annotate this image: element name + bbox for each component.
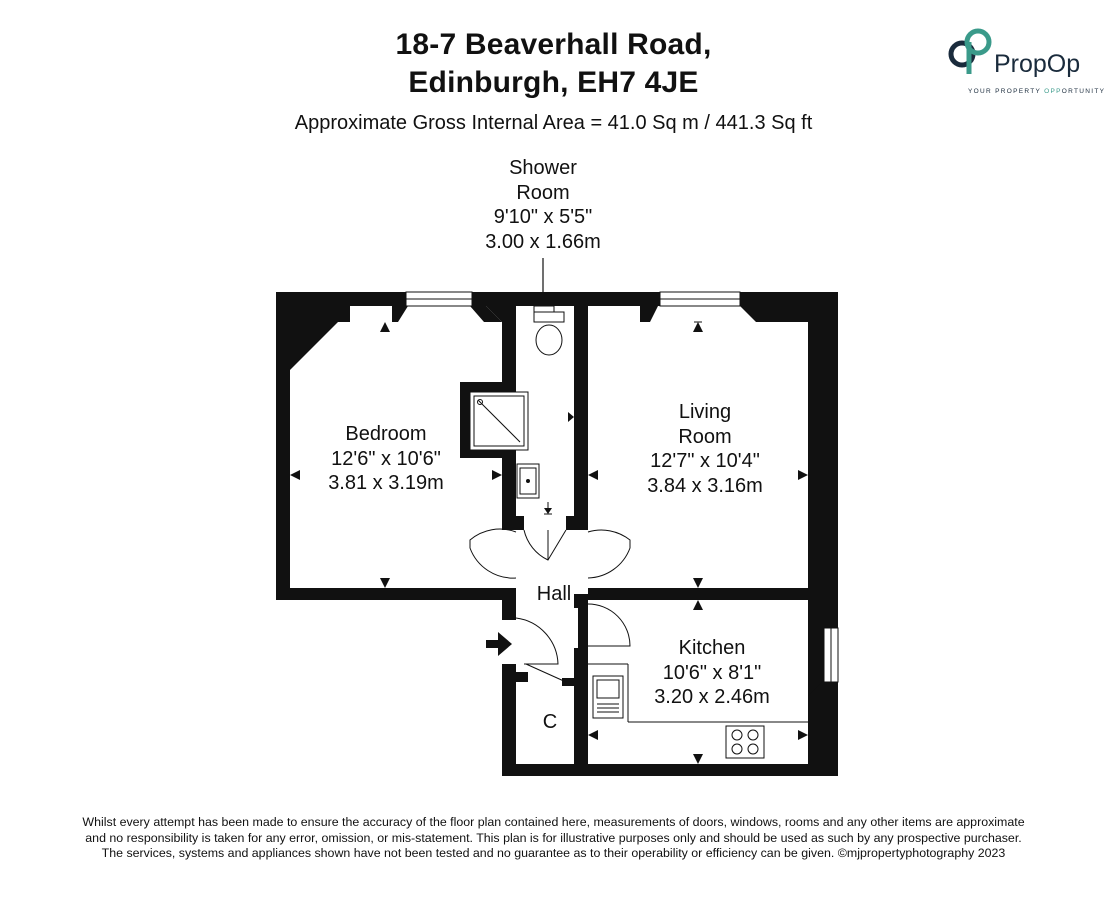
bedroom-imperial: 12'6" x 10'6" [331,447,441,470]
bedroom-name: Bedroom [345,423,427,445]
hob-icon [726,726,764,758]
kitchen-name: Kitchen [678,637,746,659]
shower-room-label [443,156,643,254]
disclaimer-line-2: and no responsibility is taken for any error, omission, or mis-statement. This plan is for illustrative purposes only and should be used as such by any prospective purchaser. [85,830,1022,845]
washbasin-icon [517,464,539,498]
bedroom-window-reveal-left [392,306,408,322]
living-kitchen-wall [588,588,808,600]
cupboard-kitchen-wall [574,648,588,764]
entrance-door [516,618,558,664]
shower-room-name-1: Shower [509,157,577,179]
address-line-1: 18-7 Beaverhall Road, [395,28,712,61]
disclaimer-line-1: Whilst every attempt has been made to ensure the accuracy of the floor plan contained here, measurements of doors, windows, rooms and any other items are approximate [82,815,1025,829]
kitchen-window [824,628,838,682]
living-window-reveal-left [640,306,658,322]
living-room-name-1: Living [678,401,732,423]
cupboard-door [526,664,566,682]
kitchen-metric: 3.20 x 2.46m [654,686,770,708]
living-room-imperial: 12'7" x 10'4" [650,450,760,472]
address-line-2: Edinburgh, EH7 4JE [408,66,699,99]
bedroom-metric: 3.81 x 3.19m [328,472,444,494]
bedroom-label [296,422,476,496]
kitchen-sink-icon [593,676,623,718]
living-room-metric: 3.84 x 3.16m [647,474,763,497]
hall-label: Hall [536,583,572,605]
living-window [660,292,740,306]
disclaimer [40,815,1067,862]
kitchen-label [622,636,802,710]
logo-tagline-part1: YOUR PROPERTY [968,88,1045,95]
kitchen-imperial: 10'6" x 8'1" [662,661,762,684]
kitchen-corner-lower [808,682,822,764]
logo-tagline-part2: ORTUNITY [1061,88,1106,95]
living-window-reveal-right [740,306,808,322]
shower-room-imperial: 9'10" x 5'5" [493,206,593,228]
bedroom-window [406,292,472,306]
bedroom-corner-chamfer [290,306,350,370]
shower-room-metric: 3.00 x 1.66m [485,230,601,253]
disclaimer-line-3: The services, systems and appliances shown have not been tested and no guarantee as to their operability or efficiency can be given. ©mjpropertyphotography 2023 [101,846,1006,860]
logo-name: PropOp [994,50,1081,78]
living-room-name-2: Room [678,425,732,448]
living-door [588,530,630,578]
logo-tagline-highlight: OPP [1044,88,1062,95]
gross-internal-area: Approximate Gross Internal Area = 41.0 Sq m / 441.3 Sq ft [294,112,813,134]
living-room-label [615,400,795,498]
toilet-icon [534,312,564,355]
shower-room-name-2: Room [516,181,570,204]
cupboard-label: C [542,711,558,733]
